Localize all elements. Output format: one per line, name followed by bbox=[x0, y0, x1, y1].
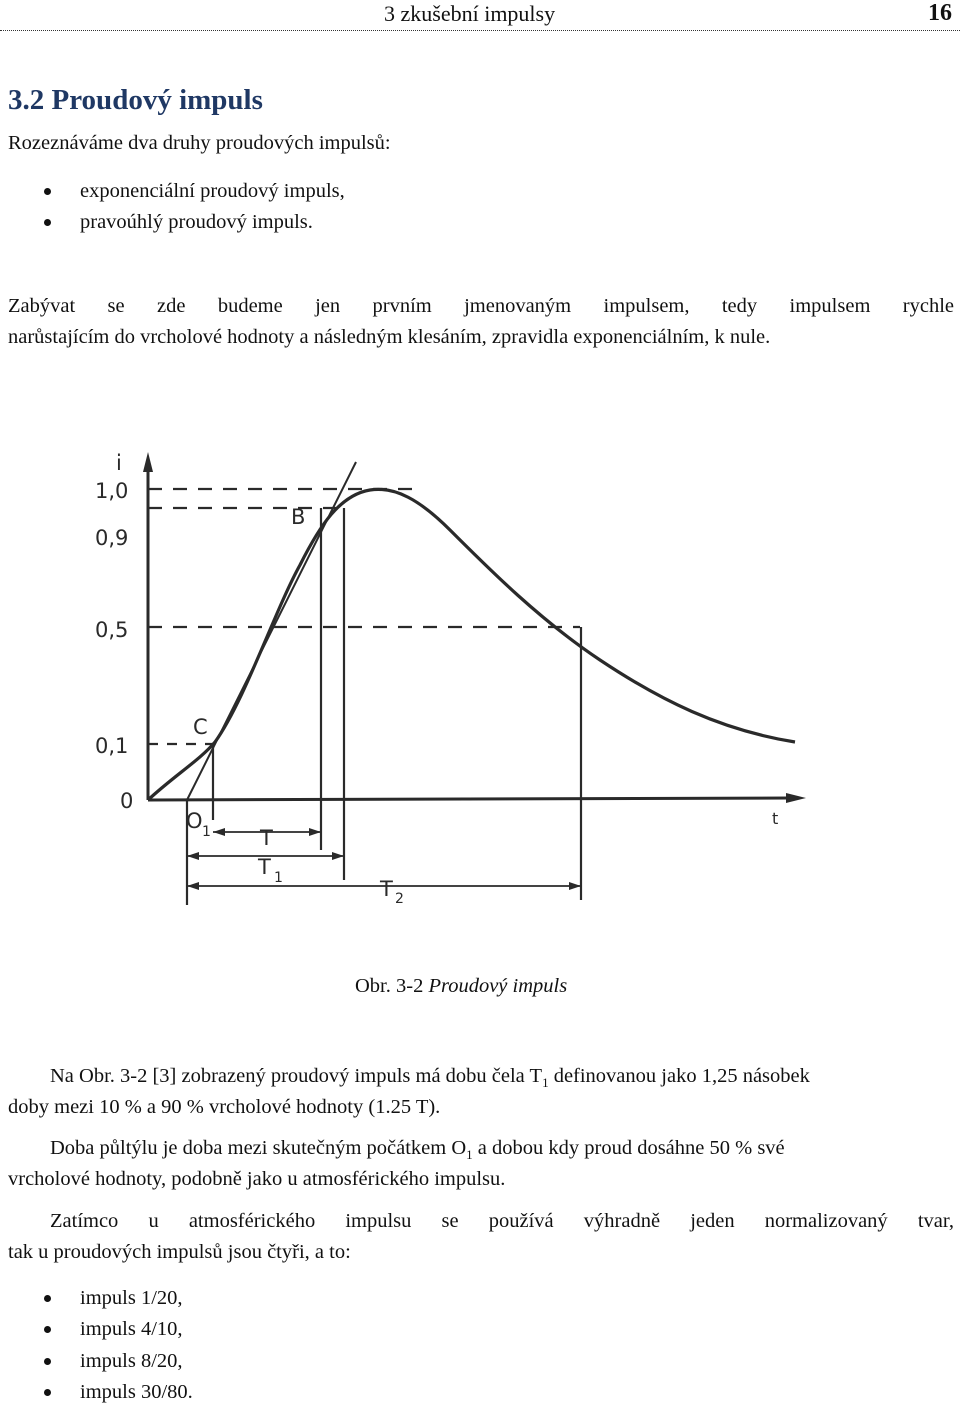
paragraph-line: vrcholové hodnoty, podobně jako u atmosférického impulsu. bbox=[8, 1168, 506, 1190]
x-axis-arrow bbox=[786, 793, 806, 803]
x-axis bbox=[148, 798, 790, 800]
bullet-icon bbox=[44, 219, 51, 226]
paragraph-line: tak u proudových impulsů jsou čtyři, a to: bbox=[8, 1241, 351, 1263]
dim-label-t2-subscript: 2 bbox=[395, 891, 404, 907]
para4-text: Zatímco u atmosférického impulsu se používá výhradně jeden normalizovaný tvar, bbox=[50, 1210, 954, 1232]
point-label-c: C bbox=[193, 715, 208, 739]
dim-arrow bbox=[332, 852, 344, 860]
dim-label-t1: T bbox=[258, 855, 271, 879]
section-heading: 3.2 Proudový impuls bbox=[8, 84, 263, 116]
origin-subscript: 1 bbox=[202, 824, 211, 840]
origin-label: O bbox=[186, 809, 203, 833]
caption-prefix: Obr. 3-2 bbox=[355, 975, 429, 997]
page-number: 16 bbox=[928, 0, 952, 26]
point-label-b: B bbox=[291, 505, 306, 529]
y-tick-label: 0,9 bbox=[95, 526, 129, 550]
bullet-icon bbox=[44, 1389, 51, 1396]
para3-text-a: Doba půltýlu je doba mezi skutečným počátkem O bbox=[50, 1137, 467, 1159]
y-axis-arrow bbox=[143, 452, 153, 472]
para2-subscript: 1 bbox=[542, 1075, 549, 1091]
bullet-icon bbox=[44, 1358, 51, 1365]
dim-arrow bbox=[309, 828, 321, 836]
paragraph-line: narůstajícím do vrcholové hodnoty a následným klesáním, zpravidla exponenciálním, k nule. bbox=[8, 326, 771, 348]
impulse-curve bbox=[148, 489, 795, 800]
list-item-text: impuls 30/80. bbox=[80, 1381, 193, 1403]
paragraph-line: doby mezi 10 % a 90 % vrcholové hodnoty (1.25 T). bbox=[8, 1096, 441, 1118]
dim-arrow bbox=[569, 882, 581, 890]
dim-arrow bbox=[187, 852, 199, 860]
list-item-text: impuls 8/20, bbox=[80, 1350, 183, 1372]
dim-label-t: T bbox=[260, 826, 273, 850]
list-item-text: impuls 1/20, bbox=[80, 1287, 183, 1309]
para2-text-a: Na Obr. 3-2 [3] zobrazený proudový impuls má dobu čela T bbox=[50, 1065, 543, 1087]
para2-text-b: definovanou jako 1,25 násobek bbox=[548, 1065, 810, 1087]
bullet-icon bbox=[44, 1326, 51, 1333]
paragraph-line bbox=[8, 1206, 954, 1237]
y-tick-label: 0 bbox=[120, 789, 134, 813]
dim-arrow bbox=[187, 882, 199, 890]
dim-label-t1-subscript: 1 bbox=[274, 870, 283, 886]
list-item-text: pravoúhlý proudový impuls. bbox=[80, 211, 313, 233]
para3-subscript: 1 bbox=[466, 1147, 473, 1163]
y-tick-label: 0,1 bbox=[95, 734, 129, 758]
y-tick-label: 1,0 bbox=[95, 479, 129, 503]
list-item-text: impuls 4/10, bbox=[80, 1318, 183, 1340]
dim-arrow bbox=[213, 828, 225, 836]
para3-text-b: a dobou kdy proud dosáhne 50 % své bbox=[472, 1137, 785, 1159]
caption-title: Proudový impuls bbox=[428, 975, 568, 997]
current-impulse-figure bbox=[80, 440, 820, 920]
dim-label-t2: T bbox=[380, 877, 393, 901]
bullet-icon bbox=[44, 188, 51, 195]
y-axis-label: i bbox=[116, 451, 122, 475]
list-item-text: exponenciální proudový impuls, bbox=[80, 180, 345, 202]
paragraph-line: Zabývat se zde budeme jen prvním jmenovaným impulsem, tedy impulsem rychle bbox=[8, 295, 954, 317]
intro-text: Rozeznáváme dva druhy proudových impulsů: bbox=[8, 132, 391, 154]
bullet-icon bbox=[44, 1295, 51, 1302]
figure-caption bbox=[355, 975, 567, 998]
x-axis-label: t bbox=[772, 809, 779, 828]
chapter-title: 3 zkušební impulsy bbox=[384, 1, 556, 26]
y-tick-label: 0,5 bbox=[95, 618, 129, 642]
page-header bbox=[0, 0, 960, 31]
